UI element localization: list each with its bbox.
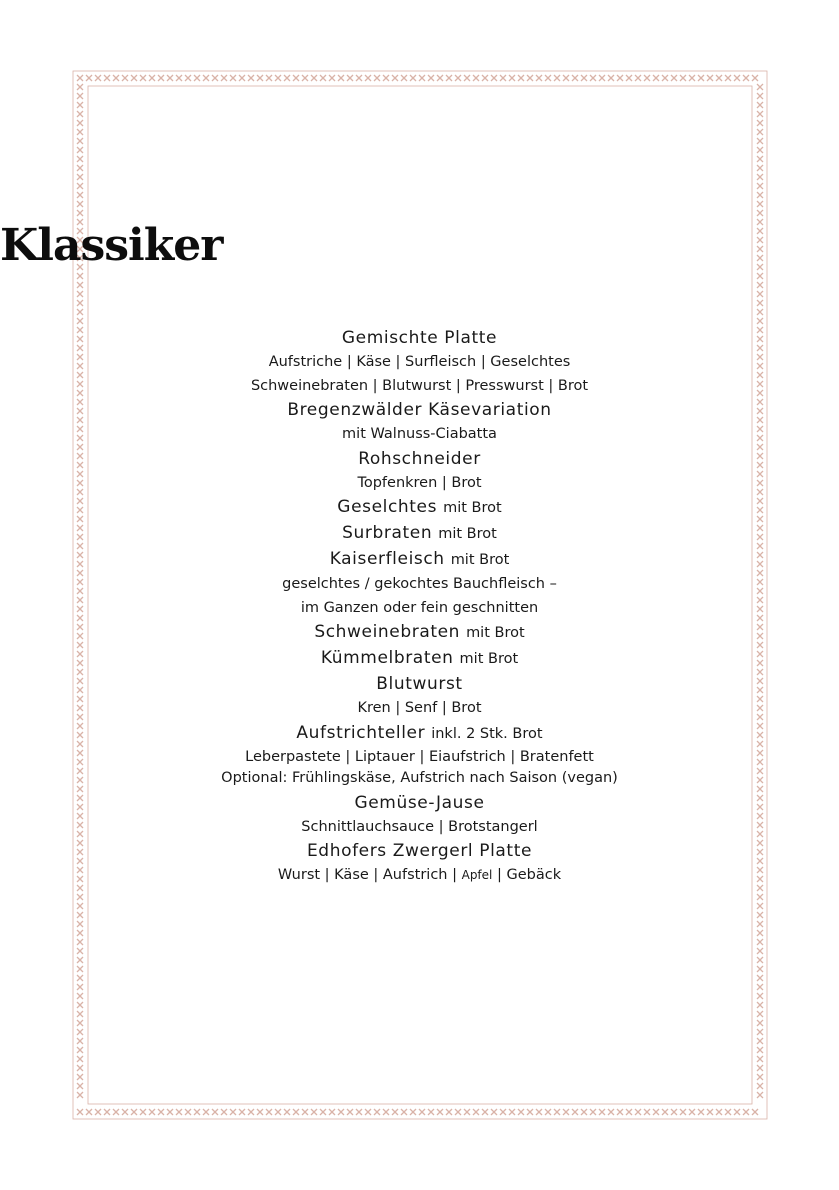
menu-item [0,398,839,447]
dish-description: Optional: Frühlingskäse, Aufstrich nach Saison (vegan) [221,769,618,786]
dish-name: Surbraten [342,523,433,543]
dish-name: Rohschneider [358,448,481,469]
dish-description: mit Walnuss-Ciabatta [342,426,497,442]
dish-name: Geselchtes [337,497,438,517]
dish-name: Blutwurst [376,674,463,694]
dish-description: Kren | Senf | Brot [357,700,482,716]
dish-line [0,547,839,573]
menu-item [0,447,839,496]
menu-item [0,326,839,398]
menu-list [0,326,839,888]
dish-line [0,646,839,672]
dish-suffix: mit Brot [450,552,510,568]
dish-description-line: Wurst | Käse | Aufstrich | Apfel | Gebäck [277,867,562,883]
dish-line [0,721,839,747]
dish-suffix: mit Brot [459,651,519,667]
dish-description: Leberpastete | Liptauer | Eiaufstrich | Bratenfett [245,748,594,765]
dish-suffix: mit Brot [466,625,525,641]
dish-description: Schweinebraten | Blutwurst | Presswurst | Brot [250,377,589,394]
dish-name: Kaiserfleisch [329,549,445,569]
dish-description: Aufstriche | Käse | Surfleisch | Geselchtes [268,354,571,370]
dish-description: Topfenkren | Brot [357,474,482,491]
dish-name: Aufstrichteller [296,722,426,743]
menu-item [0,620,839,646]
menu-item [0,521,839,547]
menu-item [0,495,839,521]
dish-description: Wurst | Käse | Aufstrich [277,867,448,883]
dish-description-small: Apfel [461,868,493,882]
dish-description: geselchtes / gekochtes Bauchfleisch – [282,576,557,592]
dish-name: Edhofers Zwergerl Platte [306,841,533,861]
dish-name: Schweinebraten [314,622,461,642]
dish-line [0,620,839,646]
menu-item [0,839,839,888]
dish-description: Schnittlauchsauce | Brotstangerl [301,818,538,835]
dish-suffix: mit Brot [438,526,497,542]
menu-item [0,672,839,721]
dish-description: Gebäck [506,867,562,883]
dish-description: im Ganzen oder fein geschnitten [300,599,539,616]
dish-name: Kümmelbraten [320,648,454,668]
menu-item [0,646,839,672]
menu-item [0,721,839,789]
dish-name: Bregenzwälder Käsevariation [287,400,552,420]
menu-item [0,791,839,840]
page-title: Klassiker [0,220,223,271]
dish-line [0,495,839,521]
dish-name: Gemischte Platte [341,328,498,348]
menu-item [0,547,839,620]
dish-line [0,521,839,547]
dish-suffix: inkl. 2 Stk. Brot [431,725,543,742]
dish-name: Gemüse-Jause [354,792,485,813]
dish-suffix: mit Brot [443,500,502,516]
